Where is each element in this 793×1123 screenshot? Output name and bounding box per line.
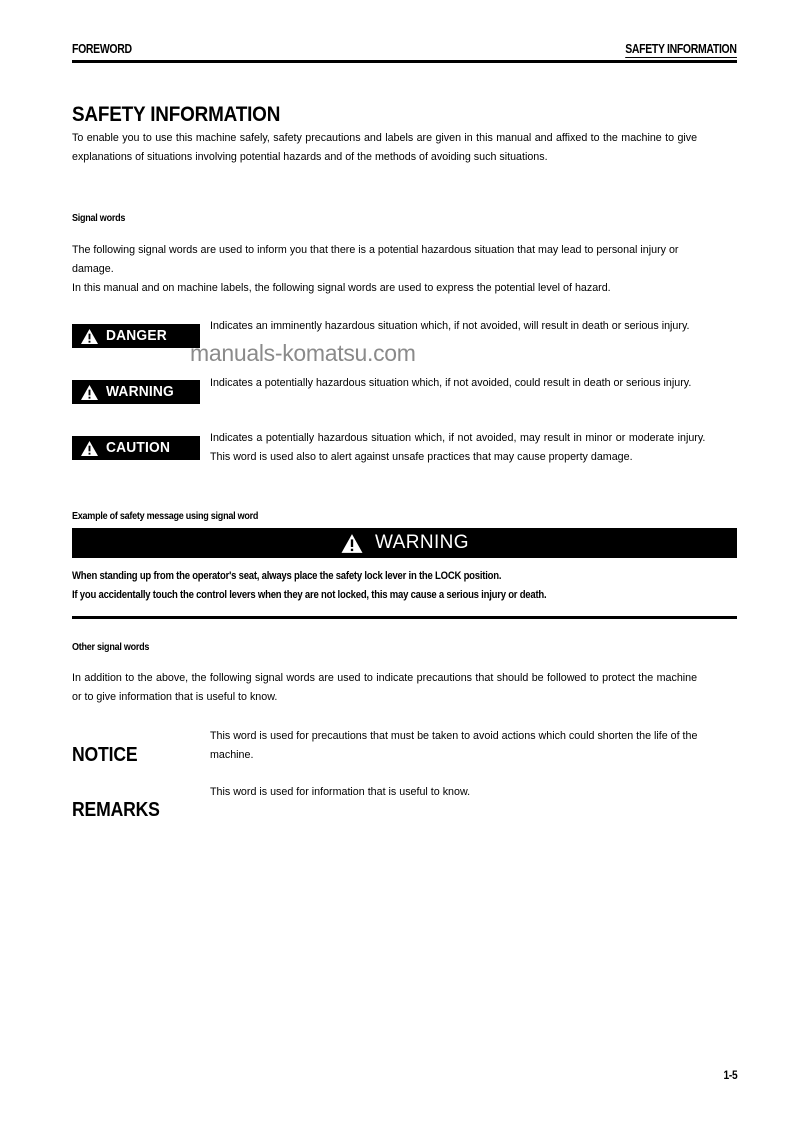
example-heading: Example of safety message using signal word: [72, 510, 259, 522]
danger-description: Indicates an imminently hazardous situation which, if not avoided, will result in death or serious injury.: [210, 320, 690, 332]
page-title: SAFETY INFORMATION: [72, 103, 281, 126]
warning-badge-label: WARNING: [106, 384, 174, 400]
warning-badge: [72, 380, 200, 404]
danger-badge-label: DANGER: [106, 328, 167, 344]
other-signal-words-paragraph: In addition to the above, the following signal words are used to indicate precautions that should be followed to protect the machine or to give information that is useful to know.: [72, 672, 698, 703]
header-divider: [72, 60, 737, 63]
header-section-right: SAFETY INFORMATION: [625, 42, 737, 56]
warning-triangle-icon: [80, 328, 99, 345]
caution-description: Indicates a potentially hazardous situation which, if not avoided, may result in minor or moderate injury. This word is used also to alert against unsafe practices that may cause property damage.: [210, 432, 706, 463]
page-number: 1-5: [723, 1068, 737, 1082]
header-section-left: FOREWORD: [72, 42, 132, 56]
notice-label: NOTICE: [72, 744, 138, 766]
example-message-line-2: If you accidentally touch the control levers when they are not locked, this may cause a serious injury or death.: [72, 589, 547, 601]
warning-triangle-icon: [340, 533, 364, 554]
signal-words-heading: Signal words: [72, 212, 126, 224]
remarks-description: This word is used for information that is useful to know.: [210, 786, 471, 798]
example-message-line-1: When standing up from the operator's seat, always place the safety lock lever in the LOCK position.: [72, 570, 502, 582]
page-content: [72, 0, 737, 1123]
other-signal-words-heading: Other signal words: [72, 641, 150, 653]
warning-triangle-icon: [80, 384, 99, 401]
warning-description: Indicates a potentially hazardous situation which, if not avoided, could result in death or serious injury.: [210, 377, 692, 389]
watermark: manuals-komatsu.com: [190, 340, 416, 366]
warning-triangle-icon: [80, 440, 99, 457]
caution-badge: [72, 436, 200, 460]
remarks-label: REMARKS: [72, 799, 160, 821]
example-bottom-divider: [72, 616, 737, 619]
danger-badge: [72, 324, 200, 348]
intro-paragraph: To enable you to use this machine safely, safety precautions and labels are given in this manual and affixed to the machine to give explanations of situations involving potential hazards and of the methods of avoiding such situations.: [72, 132, 698, 163]
signal-words-paragraph-2: In this manual and on machine labels, the following signal words are used to express the potential level of hazard.: [72, 282, 611, 294]
notice-description: This word is used for precautions that must be taken to avoid actions which could shorten the life of the machine.: [210, 730, 698, 761]
example-banner-label: WARNING: [375, 532, 469, 553]
example-warning-banner: [72, 528, 737, 558]
caution-badge-label: CAUTION: [106, 440, 171, 456]
signal-words-paragraph-1: The following signal words are used to inform you that there is a potential hazardous situation that may lead to personal injury or damage.: [72, 244, 679, 275]
